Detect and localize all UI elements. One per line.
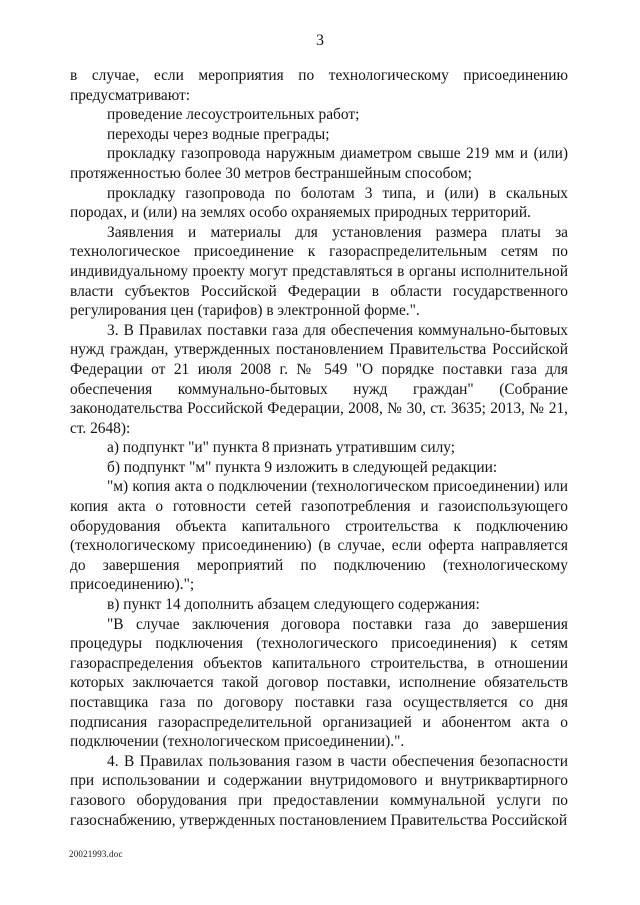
page-number: 3 bbox=[316, 32, 324, 49]
paragraph: прокладку газопровода наружным диаметром свыше 219 мм и (или) протяженностью более 30 метров бестраншейным способом; bbox=[70, 145, 568, 182]
paragraph: б) подпункт "м" пункта 9 изложить в следующей редакции: bbox=[107, 458, 498, 476]
paragraph: 3. В Правилах поставки газа для обеспечения коммунально-бытовых нужд граждан, утвержденных постановлением Правительства Российской Федерации от 21 июля 2008 г. № 549 "О порядке поставки газа для обеспечения коммунально-бытовых нужд граждан" (Собрание законодательства Российской Федерации, 2008, № 30, ст. 3635; 2013, № 21, ст. 2648): bbox=[70, 321, 568, 437]
paragraph: Заявления и материалы для установления размера платы за технологическое присоединение к газораспределительным сетям по индивидуальному проекту могут представляться в органы исполнительной власти субъектов Российской Федерации в области государственного регулирования цен (тарифов) в электронной форме.". bbox=[70, 223, 568, 320]
paragraph: "В случае заключения договора поставки газа до завершения процедуры подключения (технологического присоединения) к сетям газораспределения объектов капитального строительства, в отношении которых заключается такой договор поставки, исполнение обязательств поставщика газа по договору поставки газа осуществляется со дня подписания газораспределительной организацией и абонентом акта о подключении (технологическом присоединении).". bbox=[70, 615, 568, 751]
footer-filename: 20021993.doc bbox=[69, 849, 123, 859]
paragraph: 4. В Правилах пользования газом в части обеспечения безопасности при использовании и содержании внутридомового и внутриквартирного газового оборудования при предоставлении коммунальной услуги по газоснабжению, утвержденных постановлением Правительства Российской bbox=[70, 752, 568, 829]
paragraph: переходы через водные преграды; bbox=[107, 125, 330, 143]
paragraph: а) подпункт "и" пункта 8 признать утратившим силу; bbox=[107, 439, 456, 457]
paragraph: проведение лесоустроительных работ; bbox=[107, 106, 360, 124]
paragraph: "м) копия акта о подключении (технологическом присоединении) или копия акта о готовности сетей газопотребления и газоиспользующего оборудования объекта капитального строительства к подключению (технологическому присоединению) (в случае, если оферта направляется до завершения мероприятий по подключению (технологическому присоединению)."; bbox=[70, 478, 568, 594]
paragraph: прокладку газопровода по болотам 3 типа, и (или) в скальных породах, и (или) на землях особо охраняемых природных территорий. bbox=[70, 184, 568, 222]
document-body bbox=[70, 66, 568, 830]
paragraph: в случае, если мероприятия по технологическому присоединению предусматривают: bbox=[70, 67, 568, 104]
paragraph: в) пункт 14 дополнить абзацем следующего содержания: bbox=[107, 596, 480, 614]
